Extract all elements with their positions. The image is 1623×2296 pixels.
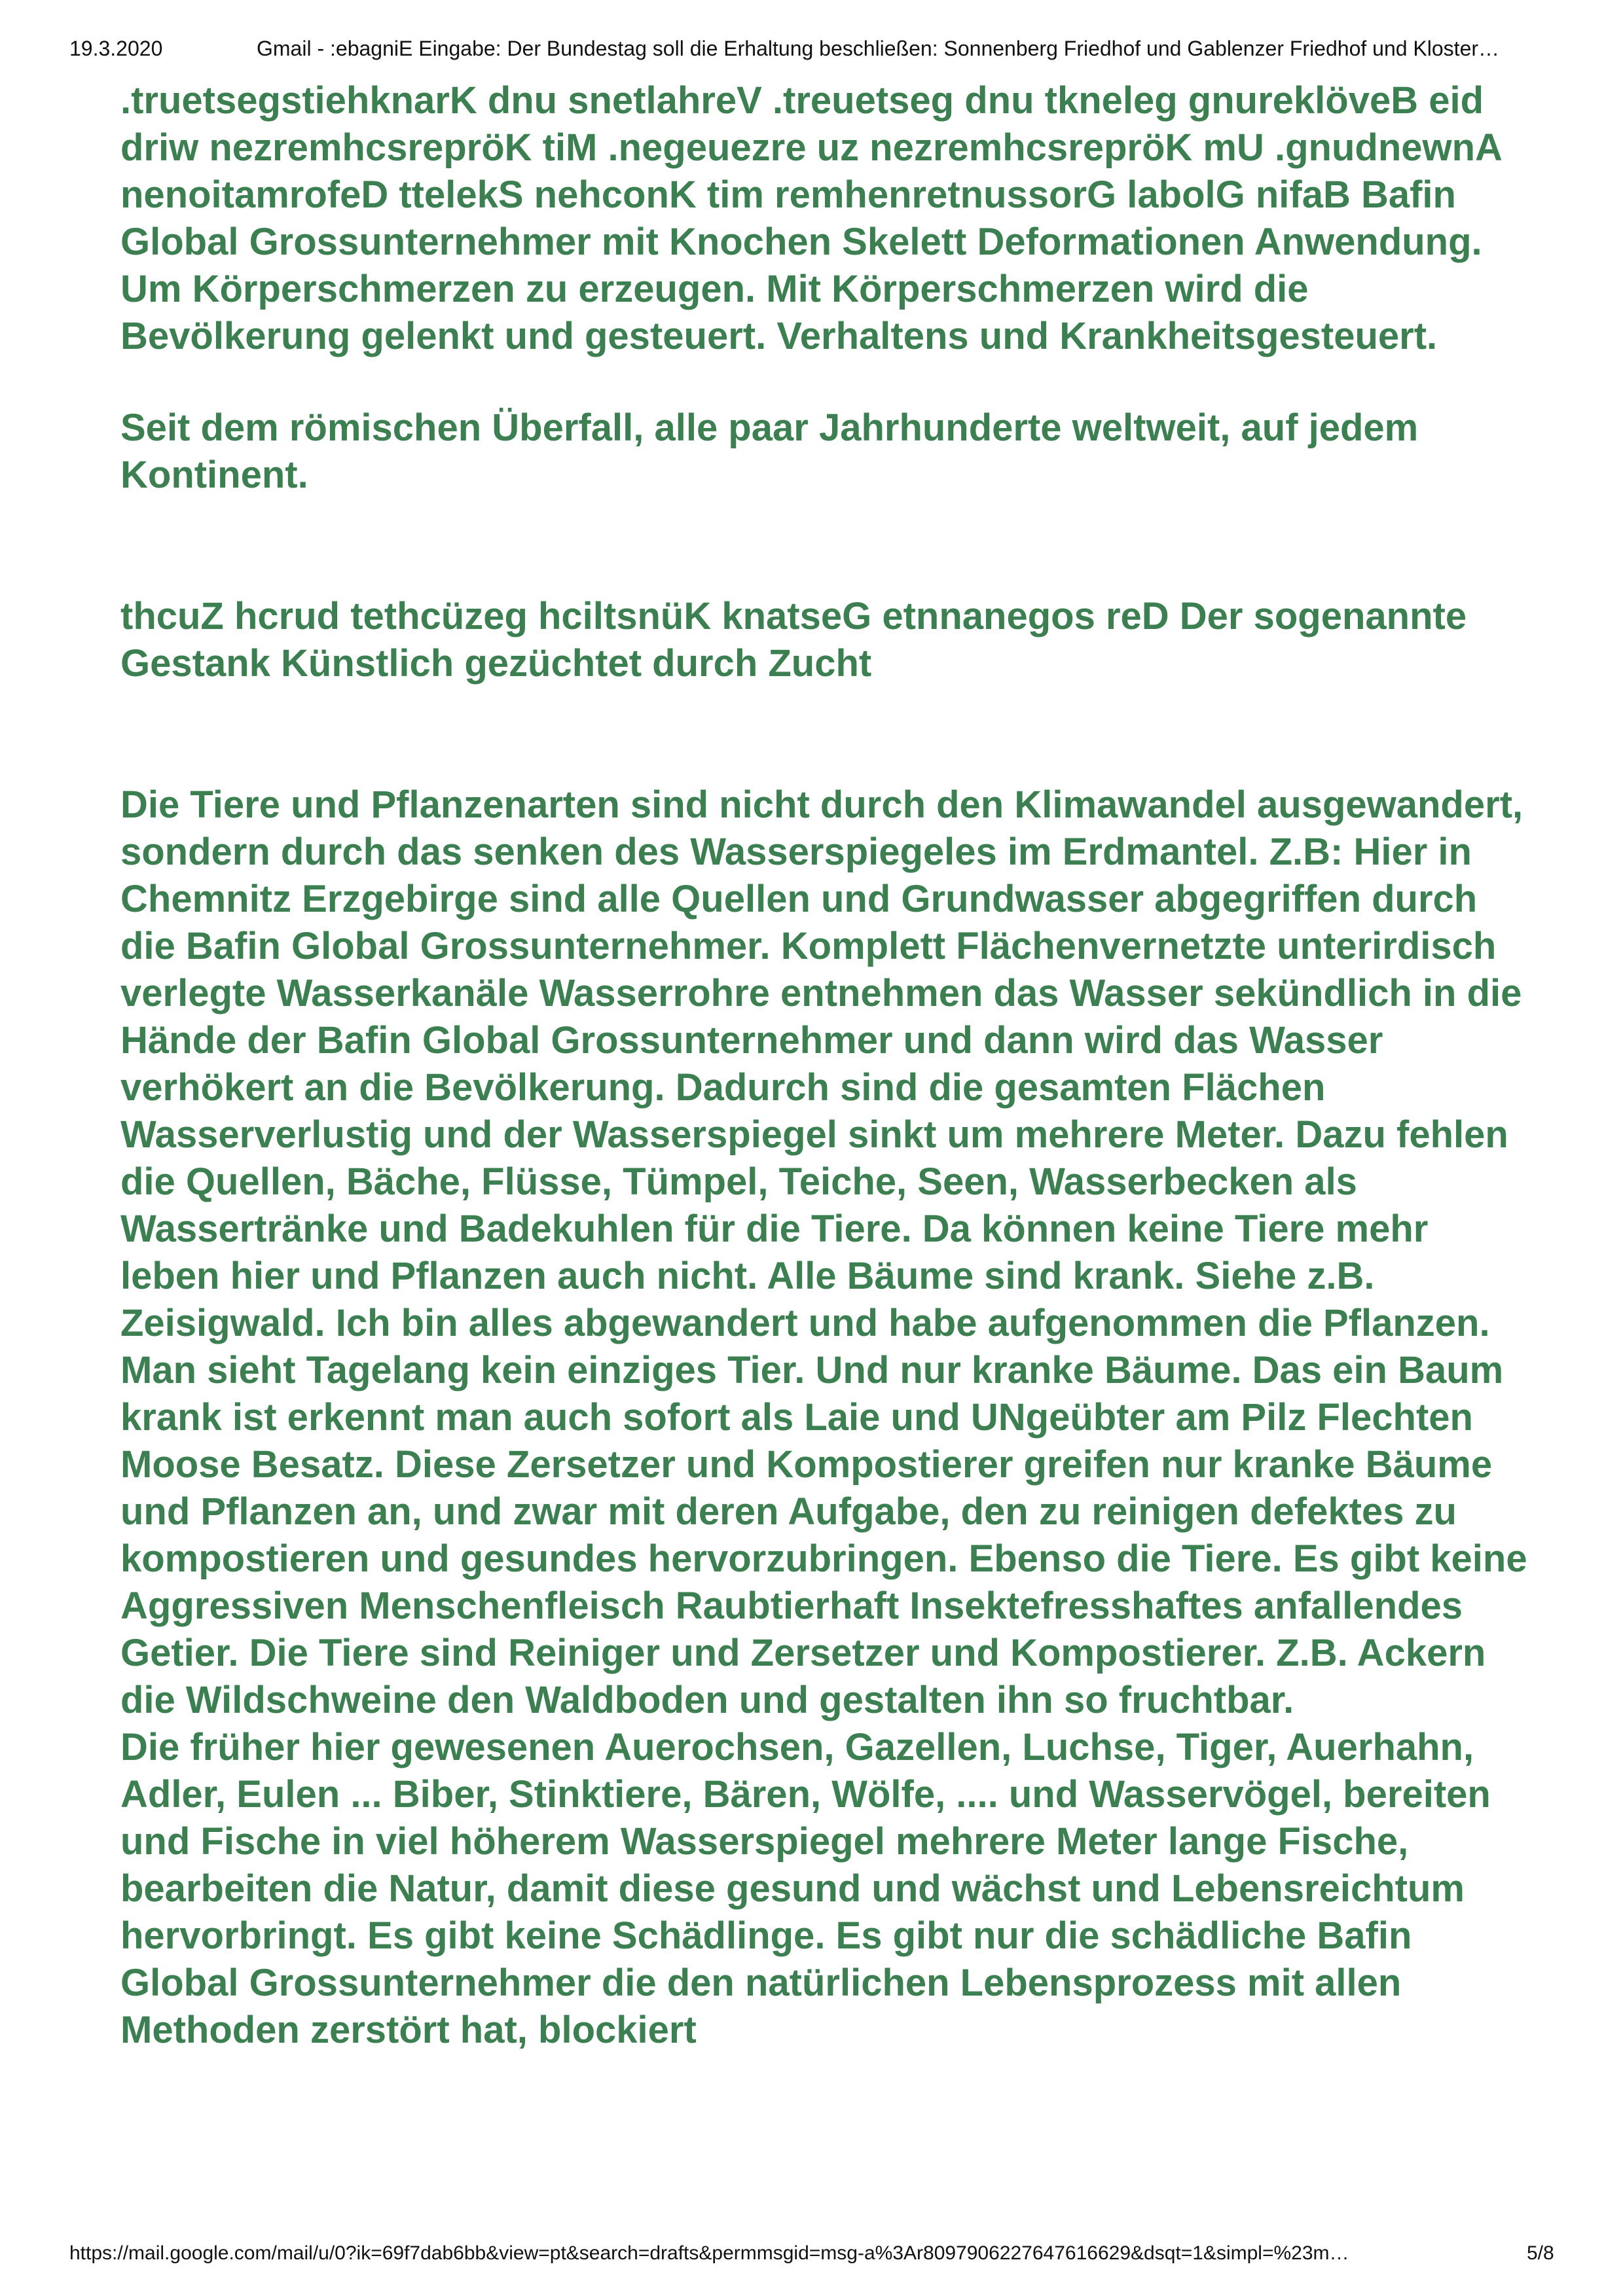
body-paragraph-5: Die früher hier gewesenen Auerochsen, Gazellen, Luchse, Tiger, Auerhahn, Adler, Eulen ... Biber, Stinktiere, Bären, Wölfe, .... und Wasservögel, bereiten und Fische in viel höherem Wasserspiegel mehrere Meter lange Fische, bearbeiten die Natur, damit diese gesund und wächst und Lebensreichtum hervorbringt. Es gibt keine Schädlinge. Es gibt nur die schädliche Bafin Global Grossunternehmer die den natürlichen Lebensprozess mit allen Methoden zerstört hat, blockiert <box>120 1726 1491 2051</box>
email-body <box>120 77 1528 2054</box>
email-subject-title: Gmail - :ebagniE Eingabe: Der Bundestag soll die Erhaltung beschließen: Sonnenberg Friedhof und Gablenzer Friedhof und Kloster… <box>257 37 1500 60</box>
paragraph-spacer <box>120 360 1528 404</box>
print-footer <box>0 2225 1623 2296</box>
body-paragraph-3: thcuZ hcrud tethcüzeg hciltsnüK knatseG etnnanegos reD Der sogenannte Gestank Künstlich gezüchtet durch Zucht <box>120 595 1467 685</box>
paragraph-spacer <box>120 499 1528 593</box>
body-paragraph-4: Die Tiere und Pflanzenarten sind nicht durch den Klimawandel ausgewandert, sondern durch das senken des Wasserspiegeles im Erdmantel. Z.B: Hier in Chemnitz Erzgebirge sind alle Quellen und Grundwasser abgegriffen durch die Bafin Global Grossunternehmer. Komplett Flächenvernetzte unterirdisch verlegte Wasserkanäle Wasserrohre entnehmen das Wasser sekündlich in die Hände der Bafin Global Grossunternehmer und dann wird das Wasser verhökert an die Bevölkerung. Dadurch sind die gesamten Flächen Wasserverlustig und der Wasserspiegel sinkt um mehrere Meter. Dazu fehlen die Quellen, Bäche, Flüsse, Tümpel, Teiche, Seen, Wasserbecken als Wassertränke und Badekuhlen für die Tiere. Da können keine Tiere mehr leben hier und Pflanzen auch nicht. Alle Bäume sind krank. Siehe z.B. Zeisigwald. Ich bin alles abgewandert und habe aufgenommen die Pflanzen. Man sieht Tagelang kein einziges Tier. Und nur kranke Bäume. Das ein Baum krank ist erkennt man auch sofort als Laie und UNgeübter am Pilz Flechten Moose Besatz. Diese Zersetzer und Kompostierer greifen nur kranke Bäume und Pflanzen an, und zwar mit deren Aufgabe, den zu reinigen defektes zu kompostieren und gesundes hervorzubringen. Ebenso die Tiere. Es gibt keine Aggressiven Menschenfleisch Raubtierhaft Insektefresshaftes anfallendes Getier. Die Tiere sind Reiniger und Zersetzer und Kompostierer. Z.B. Ackern die Wildschweine den Waldboden und gestalten ihn so fruchtbar. <box>120 783 1527 1721</box>
page-number: 5/8 <box>1527 2242 1554 2264</box>
paragraph-spacer <box>120 687 1528 781</box>
body-paragraph-1: .truetsegstiehknarK dnu snetlahreV .treuetseg dnu tkneleg gnureklöveB eid driw nezremhcsrepröK tiM .negeuezre uz nezremhcsrepröK mU .gnudnewnA nenoitamrofeD ttelekS nehconK tim remhenretnussorG labolG nifaB Bafin Global Grossunternehmer mit Knochen Skelett Deformationen Anwendung. Um Körperschmerzen zu erzeugen. Mit Körperschmerzen wird die Bevölkerung gelenkt und gesteuert. Verhaltens und Krankheitsgesteuert. <box>120 79 1501 357</box>
page-url: https://mail.google.com/mail/u/0?ik=69f7dab6bb&view=pt&search=drafts&permmsgid=msg-a%3Ar8097906227647616629&dsqt=1&simpl=%23m… <box>69 2242 1349 2264</box>
print-date: 19.3.2020 <box>69 37 163 60</box>
body-paragraph-2: Seit dem römischen Überfall, alle paar Jahrhunderte weltweit, auf jedem Kontinent. <box>120 406 1419 496</box>
